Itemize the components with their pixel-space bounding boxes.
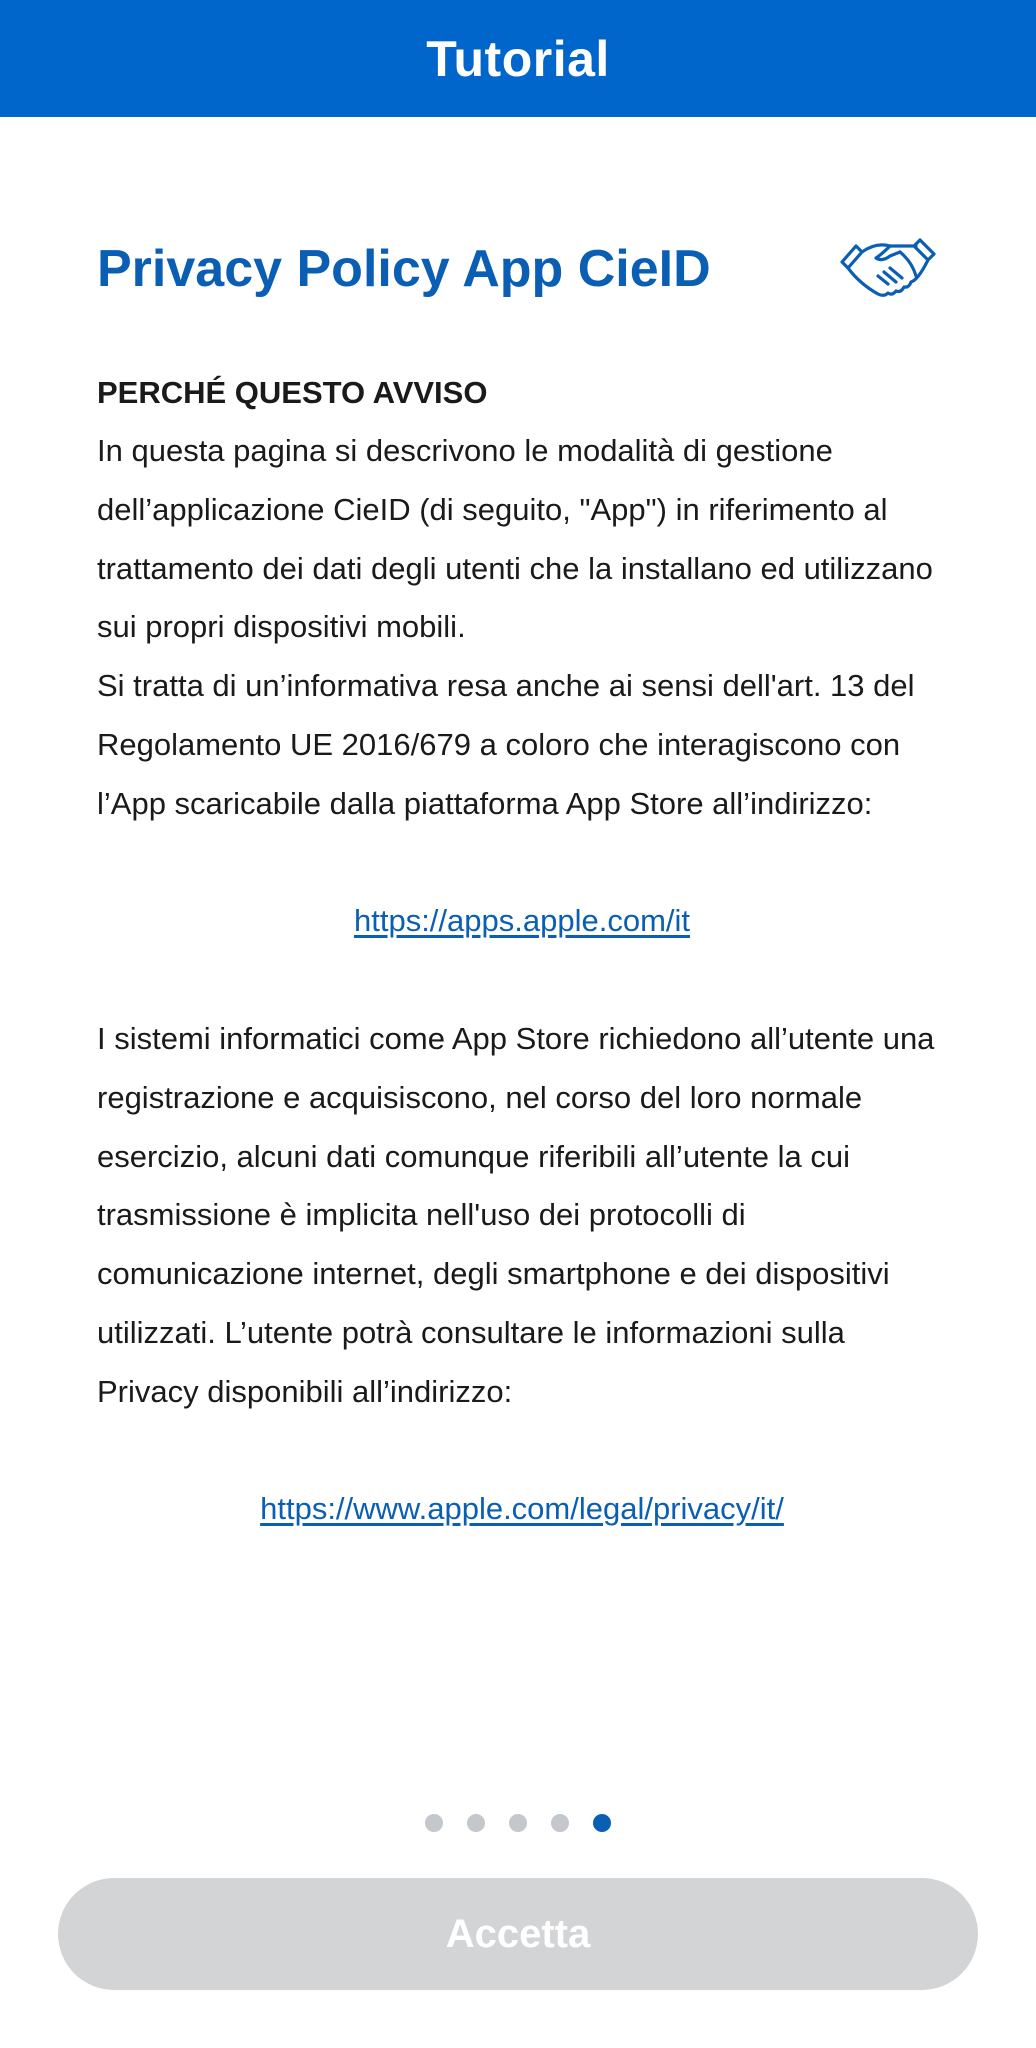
navigation-bar xyxy=(0,0,1036,117)
accept-button[interactable] xyxy=(58,1878,978,1990)
paragraph-data-collection: I sistemi informatici come App Store richiedono all’utente una registrazione e acquisiscono, nel corso del loro normale esercizio, alcuni dati comunque riferibili all’utente la cui trasmissione è implicita nell'uso dei protocolli di comunicazione internet, degli smartphone e dei dispositivi utilizzati. L’utente potrà consultare le informazioni sulla Privacy disponibili all’indirizzo: xyxy=(97,1020,935,1409)
page-title: Privacy Policy App CieID xyxy=(97,240,711,298)
apple-privacy-link[interactable]: https://www.apple.com/legal/privacy/it/ xyxy=(260,1491,784,1527)
spacer xyxy=(97,1422,947,1481)
nav-title: Tutorial xyxy=(426,30,610,87)
paragraph-purpose: In questa pagina si descrivono le modalità di gestione dell’applicazione CieID (di seguito, "App") in riferimento al trattamento dei dati degli utenti che la installano ed utilizzano sui propri dispositivi mobili. xyxy=(97,433,933,645)
page-dot-active[interactable] xyxy=(593,1814,611,1832)
spacer xyxy=(97,834,947,893)
link-container xyxy=(97,1480,947,1539)
paragraph-regulation: Si tratta di un’informativa resa anche ai sensi dell'art. 13 del Regolamento UE 2016/679 a coloro che interagiscono con l’App scaricabile dalla piattaforma App Store all’indirizzo: xyxy=(97,668,915,821)
section-heading: PERCHÉ QUESTO AVVISO xyxy=(97,375,488,410)
page-dot[interactable] xyxy=(467,1814,485,1832)
page-dot[interactable] xyxy=(551,1814,569,1832)
link-container xyxy=(97,892,947,951)
handshake-icon xyxy=(838,232,938,300)
app-store-link[interactable]: https://apps.apple.com/it xyxy=(353,903,691,939)
page-dot[interactable] xyxy=(509,1814,527,1832)
page-indicator xyxy=(0,1811,1036,1835)
page-dot[interactable] xyxy=(425,1814,443,1832)
policy-content xyxy=(97,364,947,1539)
accept-button-label: Accetta xyxy=(445,1911,591,1956)
spacer xyxy=(97,951,947,1010)
